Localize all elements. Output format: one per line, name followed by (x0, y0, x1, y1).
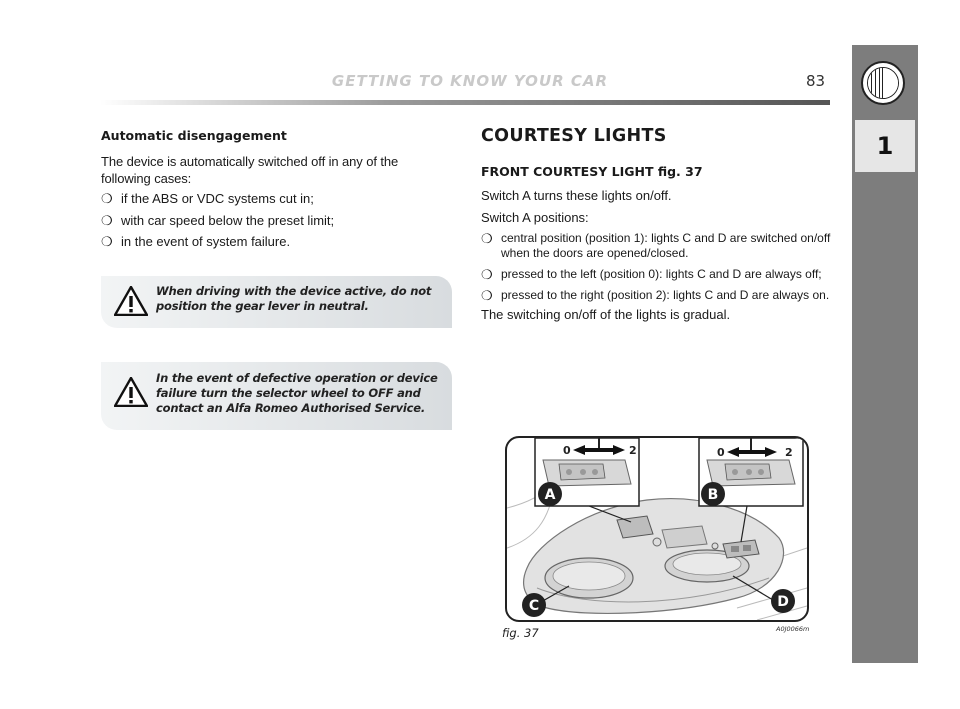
bullet-icon: ❍ (481, 267, 493, 282)
warning-box-defective (101, 362, 452, 430)
warning-triangle-icon (114, 286, 148, 316)
warning-text: When driving with the device active, do not position the gear lever in neutral. (156, 284, 432, 313)
label-b: B (707, 487, 719, 503)
list-item: ❍ with car speed below the preset limit; (101, 212, 335, 228)
switch-positions-list (481, 231, 836, 309)
bullet-icon: ❍ (481, 288, 493, 303)
label-d: D (777, 594, 789, 610)
subheading-front-courtesy-light: FRONT COURTESY LIGHT fig. 37 (481, 164, 703, 179)
list-item: ❍ pressed to the left (position 0): lights C and D are always off; (481, 267, 822, 282)
label-a: A (544, 487, 556, 503)
figure-code: A0J0066m (776, 625, 810, 633)
label-a-badge (538, 482, 562, 506)
bullet-icon: ❍ (101, 234, 113, 249)
label-d-badge (771, 589, 795, 613)
warning-triangle-icon (114, 377, 148, 407)
switch-a-position-2-label: 2 (629, 444, 637, 457)
section-heading-automatic-disengagement: Automatic disengagement (101, 128, 287, 143)
list-item: ❍ in the event of system failure. (101, 234, 291, 249)
figure-caption: fig. 37 (502, 626, 539, 640)
page-header-title: GETTING TO KNOW YOUR CAR (331, 72, 609, 90)
chapter-number: 1 (855, 120, 915, 172)
switch-b-position-2-label: 2 (785, 446, 793, 459)
list-item: ❍ if the ABS or VDC systems cut in; (101, 191, 314, 206)
paragraph-switch-positions: Switch A positions: (481, 210, 589, 225)
courtesy-light-illustration (507, 438, 807, 620)
bullet-icon: ❍ (481, 231, 493, 246)
header-divider (100, 100, 830, 105)
list-item: ❍ pressed to the right (position 2): lights C and D are always on. (481, 288, 830, 303)
page-number: 83 (806, 72, 826, 90)
disengagement-list (101, 191, 451, 256)
courtesy-light-figure (505, 436, 809, 622)
warning-box-neutral (101, 276, 452, 328)
list-item: ❍ central position (position 1): lights C and D are switched on/off when the doors are opened/closed. (481, 231, 831, 260)
section-heading-courtesy-lights: COURTESY LIGHTS (481, 126, 667, 146)
switch-b-position-0-label: 0 (717, 446, 725, 459)
paragraph-switch-a: Switch A turns these lights on/off. (481, 188, 672, 203)
label-b-badge (701, 482, 725, 506)
switch-a-position-0-label: 0 (563, 444, 571, 457)
intro-paragraph: The device is automatically switched off in any of the following cases: (101, 154, 399, 186)
paragraph-gradual-switching: The switching on/off of the lights is gradual. (481, 307, 731, 322)
bullet-icon: ❍ (101, 191, 113, 206)
bullet-icon: ❍ (101, 212, 113, 228)
label-c-badge (522, 593, 546, 617)
alfa-romeo-logo-icon (861, 61, 905, 105)
warning-text: In the event of defective operation or device failure turn the selector wheel to OFF and contact an Alfa Romeo Authorised Service. (156, 371, 438, 415)
label-c: C (528, 598, 540, 614)
